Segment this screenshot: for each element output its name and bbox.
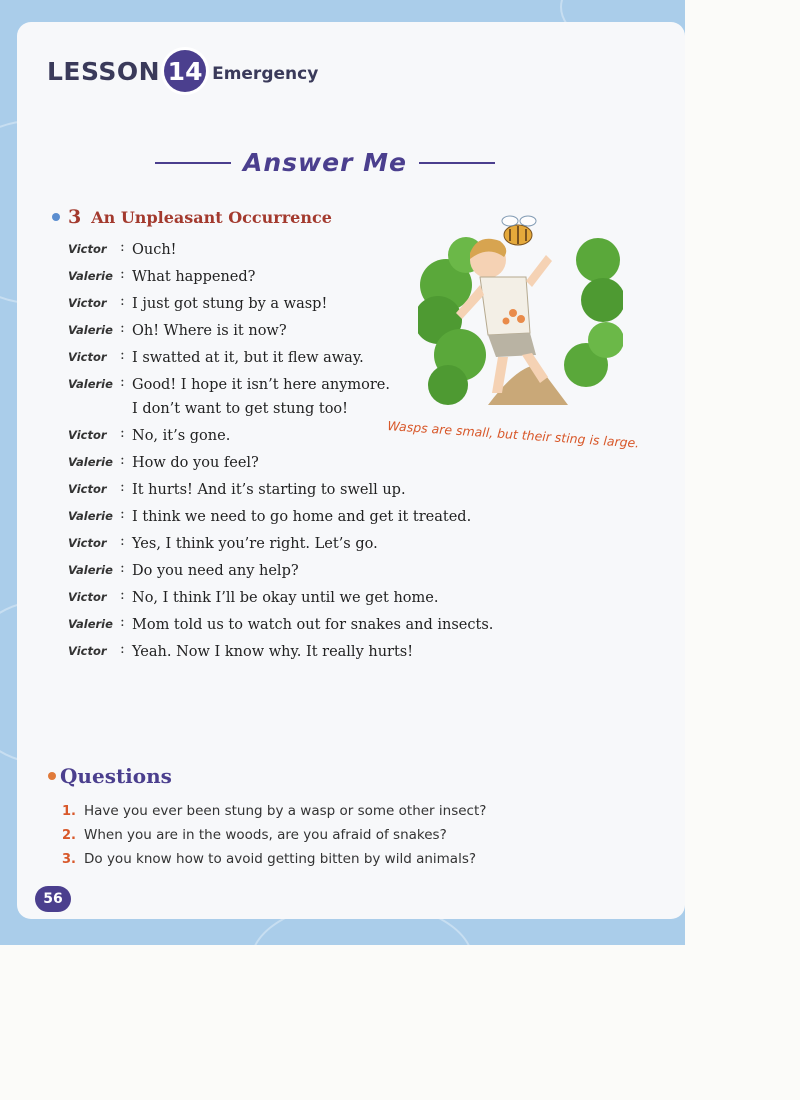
page-number: 56 [35, 886, 71, 912]
speaker: Victor [68, 242, 107, 256]
wasp-sting-illustration [418, 215, 623, 405]
colon: : [120, 614, 125, 630]
speaker: Victor [68, 590, 107, 604]
heading-rule-left [155, 162, 231, 164]
speaker: Victor [68, 644, 107, 658]
line-text: Yes, I think you’re right. Let’s go. [132, 536, 378, 552]
line-text: I swatted at it, but it flew away. [132, 350, 364, 366]
speaker: Valerie [68, 509, 113, 523]
colon: : [120, 239, 125, 255]
question-number: 2. [62, 827, 76, 843]
questions-list [62, 799, 486, 871]
colon: : [120, 641, 125, 657]
lesson-label: LESSON [47, 56, 161, 86]
line-text: Mom told us to watch out for snakes and insects. [132, 617, 494, 633]
line-text: It hurts! And it’s starting to swell up. [132, 482, 406, 498]
speaker: Victor [68, 350, 107, 364]
heading-rule-right [419, 162, 495, 164]
question-number: 1. [62, 803, 76, 819]
questions-header [48, 764, 172, 788]
lesson-number-badge: 14 [164, 50, 206, 92]
line-text: Good! I hope it isn’t here anymore. I don’t want to get stung too! [132, 377, 390, 417]
lesson-title: Emergency [212, 64, 319, 84]
line-text: Do you need any help? [132, 563, 299, 579]
colon: : [120, 374, 125, 390]
line-text: Oh! Where is it now? [132, 323, 287, 339]
colon: : [120, 266, 125, 282]
answer-me-heading [155, 148, 495, 177]
dialogue-line [68, 640, 508, 667]
dialogue-line [68, 505, 508, 532]
speaker: Victor [68, 536, 107, 550]
dialogue-line [68, 613, 508, 640]
speaker: Valerie [68, 563, 113, 577]
section-title: An Unpleasant Occurrence [91, 207, 332, 227]
colon: : [120, 293, 125, 309]
questions-bullet-icon [48, 772, 56, 780]
line-text: No, I think I’ll be okay until we get home. [132, 590, 439, 606]
colon: : [120, 425, 125, 441]
wasp-icon [502, 216, 536, 245]
question-item [62, 823, 486, 847]
dialogue-line [68, 559, 508, 586]
line-text: How do you feel? [132, 455, 259, 471]
dialogue-line [68, 532, 508, 559]
tree-right-icon [564, 238, 623, 387]
colon: : [120, 506, 125, 522]
section-header [52, 206, 332, 228]
colon: : [120, 479, 125, 495]
question-number: 3. [62, 851, 76, 867]
speaker: Victor [68, 482, 107, 496]
line-text: No, it’s gone. [132, 428, 231, 444]
section-number: 3 [68, 206, 82, 228]
speaker: Victor [68, 428, 107, 442]
line-text: I think we need to go home and get it treated. [132, 509, 472, 525]
colon: : [120, 560, 125, 576]
speaker: Valerie [68, 377, 113, 391]
line-text: Yeah. Now I know why. It really hurts! [132, 644, 414, 660]
speaker: Victor [68, 296, 107, 310]
dialogue-line [68, 451, 508, 478]
question-item [62, 847, 486, 871]
speaker: Valerie [68, 455, 113, 469]
speaker: Valerie [68, 269, 113, 283]
colon: : [120, 320, 125, 336]
colon: : [120, 587, 125, 603]
illustration-caption: Wasps are small, but their sting is large. [386, 418, 640, 451]
colon: : [120, 347, 125, 363]
line-text: I just got stung by a wasp! [132, 296, 328, 312]
colon: : [120, 533, 125, 549]
speaker: Valerie [68, 323, 113, 337]
questions-title: Questions [60, 764, 172, 788]
question-item [62, 799, 486, 823]
question-text: Do you know how to avoid getting bitten by wild animals? [84, 851, 477, 867]
lesson-header [47, 50, 318, 92]
dialogue-line [68, 478, 508, 505]
colon: : [120, 452, 125, 468]
dialogue-line [68, 586, 508, 613]
heading-text: Answer Me [243, 148, 407, 177]
question-text: Have you ever been stung by a wasp or some other insect? [84, 803, 487, 819]
line-text: What happened? [132, 269, 256, 285]
line-text: Ouch! [132, 242, 177, 258]
section-bullet-icon [52, 213, 60, 221]
speaker: Valerie [68, 617, 113, 631]
question-text: When you are in the woods, are you afraid of snakes? [84, 827, 447, 843]
